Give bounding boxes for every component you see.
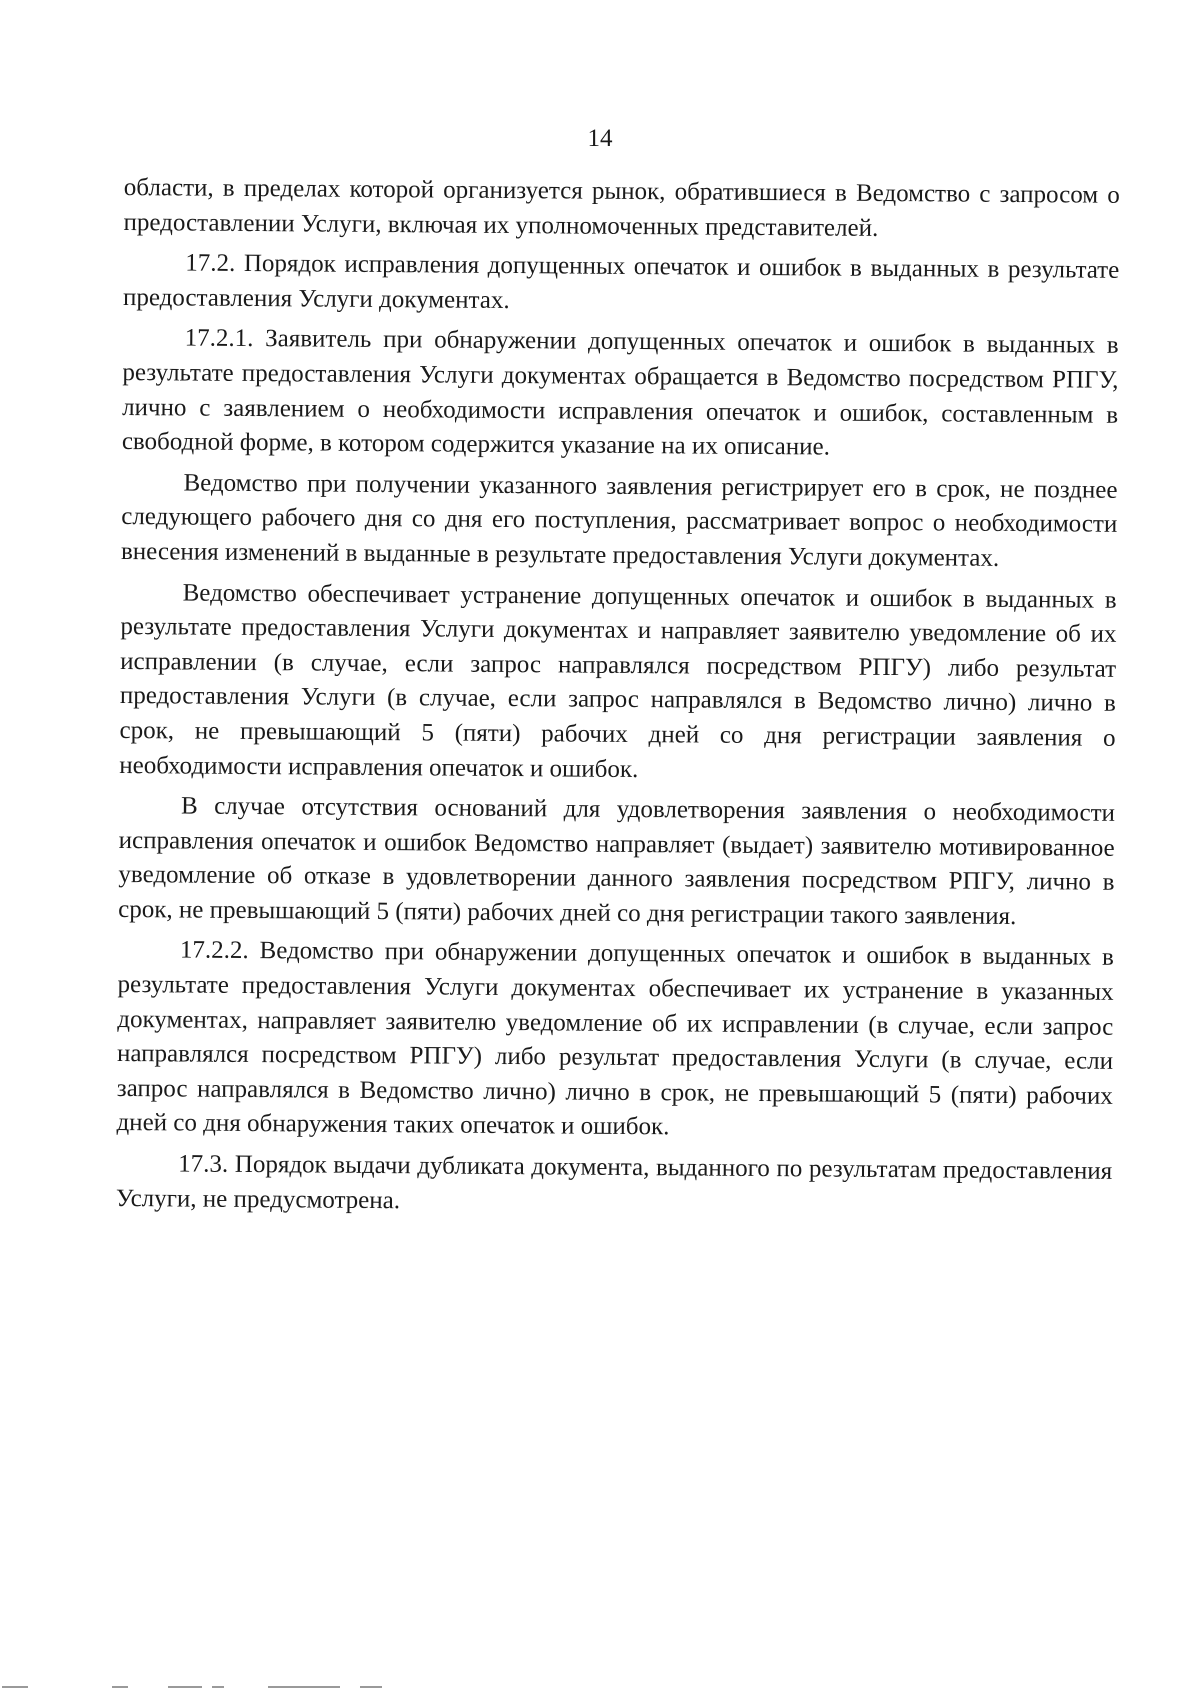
scan-artifact-marks xyxy=(0,1682,1200,1692)
paragraph-section-17-2-1: 17.2.1. Заявитель при обнаружении допущенных опечаток и ошибок в выданных в результате предоставления Услуги документах обращается в Ведомство посредством РПГУ, лично с заявлением о необходимости исправления опечаток и ошибок, составленным в свободной форме, в котором содержится указание на их описание. xyxy=(121,324,1119,461)
paragraph-refusal: В случае отсутствия оснований для удовлетворения заявления о необходимости исправления опечаток и ошибок Ведомство направляет (выдает) заявителю мотивированное уведомление об отказе в удовлетворении данного заявления посредством РПГУ, лично в срок, не превышающий 5 (пяти) рабочих дней со дня регистрации такого заявления. xyxy=(118,792,1116,930)
paragraph-section-17-2-2: 17.2.2. Ведомство при обнаружении допущенных опечаток и ошибок в выданных в результате предоставления Услуги документах обеспечивает их устранение в указанных документах, направляет заявителю уведомление об их исправлении (в случае, если запрос направлялся посредством РПГУ) либо результат предоставления Услуги (в случае, если запрос направлялся в Ведомство лично) лично в срок, не превышающий 5 (пяти) рабочих дней со дня обнаружения таких опечаток и ошибок. xyxy=(116,936,1114,1141)
page-number: 14 xyxy=(587,125,613,152)
paragraph-section-17-3: 17.3. Порядок выдачи дубликата документа, выданного по результатам предоставления Услуги, не предусмотрена. xyxy=(115,1150,1113,1214)
paragraph-section-17-2: 17.2. Порядок исправления допущенных опечаток и ошибок в выданных в результате предоставления Услуги документах. xyxy=(122,249,1120,314)
paragraph-continuation: области, в пределах которой организуется рынок, обратившиеся в Ведомство с запросом о предоставлении Услуги, включая их уполномоченных представителей. xyxy=(123,173,1120,242)
paragraph-registration: Ведомство при получении указанного заявления регистрирует его в срок, не позднее следующего рабочего дня со дня его поступления, рассматривает вопрос о необходимости внесения изменений в выданные в результате предоставления Услуги документах. xyxy=(120,469,1118,572)
document-body xyxy=(116,171,1120,1230)
paragraph-correction: Ведомство обеспечивает устранение допущенных опечаток и ошибок в выданных в результате предоставления Услуги документах и направляет заявителю уведомление об их исправлении (в случае, если запрос направлялся посредством РПГУ) либо результат предоставления Услуги (в случае, если запрос направлялся в Ведомство лично) лично в срок, не превышающий 5 (пяти) рабочих дней со дня регистрации заявления о необходимости исправления опечаток и ошибок. xyxy=(119,579,1117,783)
